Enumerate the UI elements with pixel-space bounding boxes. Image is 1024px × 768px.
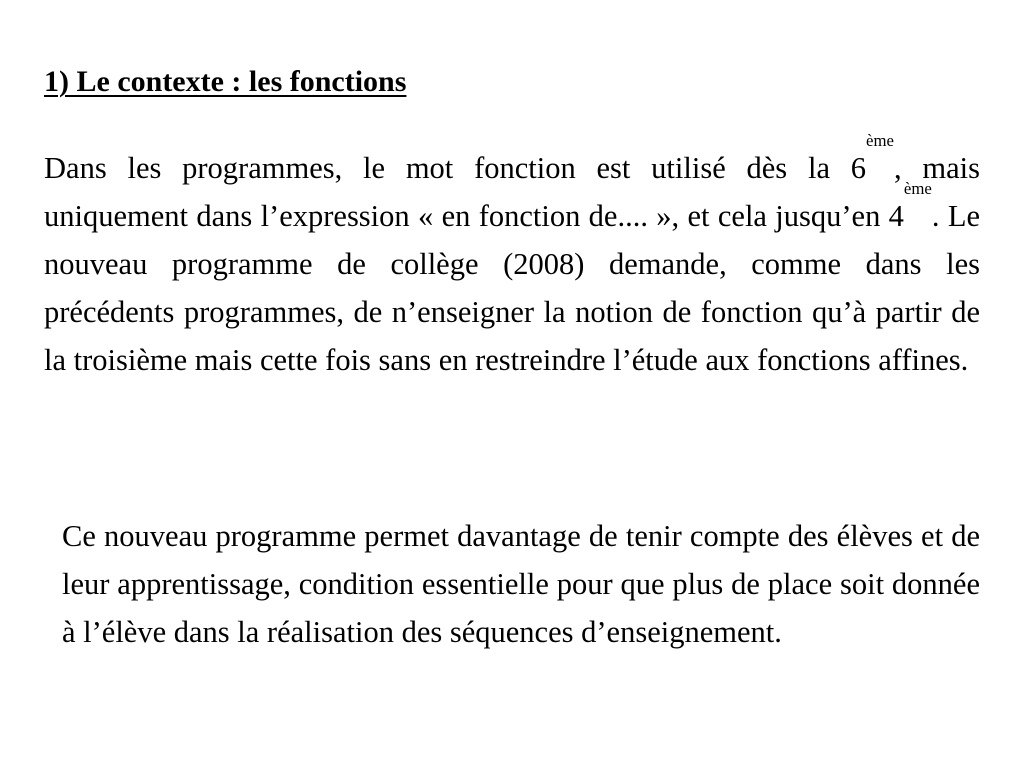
section-heading: 1) Le contexte : les fonctions (44, 65, 407, 98)
context-paragraph (44, 131, 980, 384)
paragraph1-text-2: , mais uniquement dans l’expression « en fonction de.... », et cela jusqu’en 4 (44, 151, 980, 233)
program-paragraph: Ce nouveau programme permet davantage de tenir compte des élèves et de leur apprentissage, condition essentielle pour que plus de place soit donnée à l’élève dans la réalisation des séquences d’enseignement. (62, 519, 980, 649)
paragraph1-text-3: . Le nouveau programme de collège (2008) demande, comme dans les précédents programmes, de n’enseigner la notion de fonction qu’à partir de la troisième mais cette fois sans en restreindre l’étude aux fonctions affines. (44, 199, 980, 377)
superscript-eme-1: ème (866, 131, 894, 151)
superscript-eme-2: ème (903, 179, 932, 199)
paragraph1-text-1: Dans les programmes, le mot fonction est utilisé dès la 6 (44, 151, 867, 185)
